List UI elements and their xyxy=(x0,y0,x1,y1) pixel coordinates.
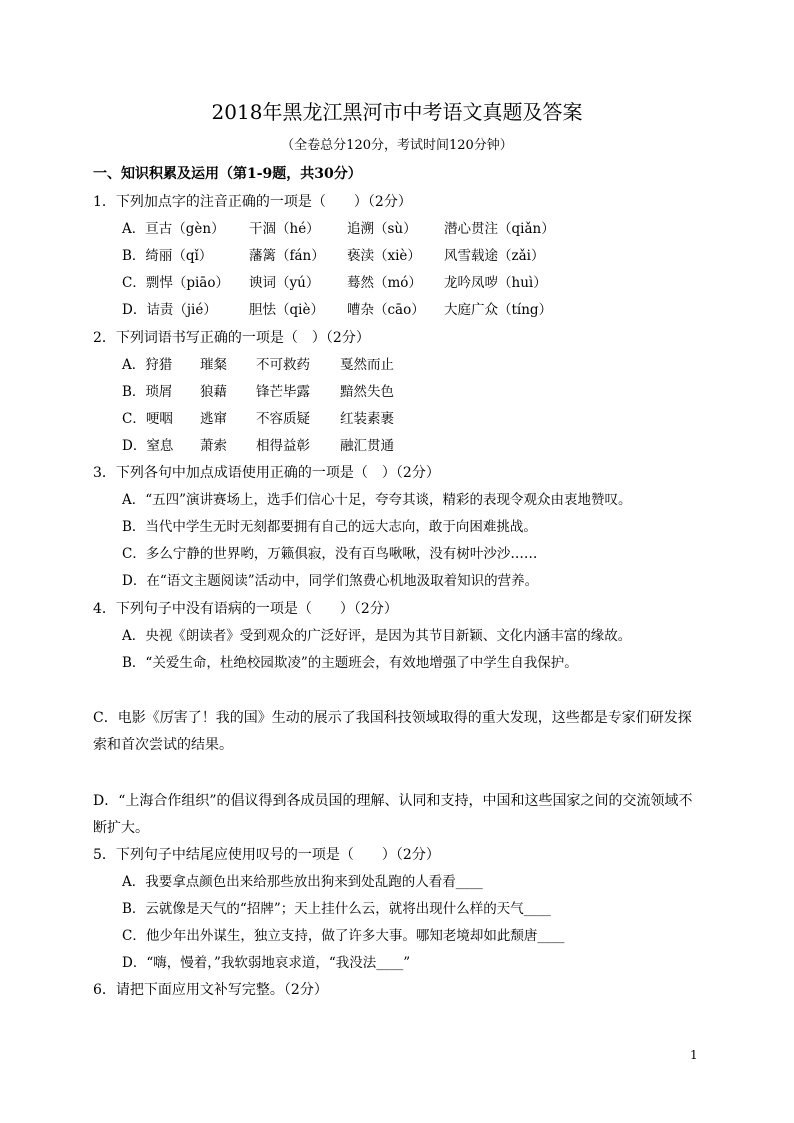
q3-option-c: C．多么宁静的世界哟，万籁俱寂，没有百鸟啾啾，没有树叶沙沙…… xyxy=(122,546,538,562)
q1-option-c-4: 龙吟凤哕（huì） xyxy=(444,275,547,291)
q2-option-d-3: 相得益彰 xyxy=(256,438,310,454)
q1-option-a-3: 追溯（sù） xyxy=(347,221,417,237)
q4-option-b: B．“关爱生命，杜绝校园欺凌”的主题班会，有效地增强了中学生自我保护。 xyxy=(122,655,578,671)
q2-option-a-2: 璀粲 xyxy=(200,357,227,373)
q2-option-d-1: D．窒息 xyxy=(122,438,174,454)
q5-option-b: B．云就像是天气的“招牌”；天上挂什么云，就将出现什么样的天气____ xyxy=(122,901,551,917)
question-4-stem: 4．下列句子中没有语病的一项是（ ）（2分） xyxy=(93,601,398,617)
question-1-stem: 1．下列加点字的注音正确的一项是（ ）（2分） xyxy=(93,194,412,210)
q3-option-a: A．“五四”演讲赛场上，选手们信心十足，夸夸其谈，精彩的表现令观众由衷地赞叹。 xyxy=(122,492,632,508)
q1-option-d-3: 嘈杂（cāo） xyxy=(347,302,425,318)
page-number: 1 xyxy=(690,1048,698,1062)
q3-option-d: D．在“语文主题阅读”活动中，同学们煞费心机地汲取着知识的营养。 xyxy=(122,573,539,589)
q1-option-b-2: 藩篱（fán） xyxy=(249,248,325,264)
q1-option-d-1: D．诘责（jié） xyxy=(122,302,217,318)
page-title: 2018年黑龙江黑河市中考语文真题及答案 xyxy=(211,100,583,124)
q1-option-d-4: 大庭广众（tíng） xyxy=(444,302,553,318)
q1-option-a-1: A．亘古（gèn） xyxy=(122,221,225,237)
q2-option-a-4: 戛然而止 xyxy=(340,357,394,373)
q1-option-c-1: C．剽悍（piāo） xyxy=(122,275,229,291)
q4-option-c: C．电影《厉害了！我的国》生动的展示了我国科技领域取得的重大发现，这些都是专家们研发探索和首次尝试的结果。 xyxy=(93,710,692,753)
question-3-stem: 3．下列各句中加点成语使用正确的一项是（ ）（2分） xyxy=(93,465,440,481)
q1-option-a-4: 潜心贯注（qiǎn） xyxy=(444,221,555,237)
q2-option-b-1: B．琐屑 xyxy=(122,384,173,400)
q5-option-c: C．他少年出外谋生，独立支持，做了许多大事。哪知老境却如此颓唐____ xyxy=(122,928,565,944)
q2-option-b-3: 锋芒毕露 xyxy=(256,384,310,400)
q1-option-c-3: 蓦然（mó） xyxy=(347,275,422,291)
q3-option-b: B．当代中学生无时无刻都要拥有自己的远大志向，敢于向困难挑战。 xyxy=(122,519,537,535)
q2-option-b-2: 狼藉 xyxy=(200,384,227,400)
q2-option-c-4: 红装素裹 xyxy=(340,411,394,427)
q4-option-d: D．“上海合作组织”的倡议得到各成员国的理解、认同和支持，中国和这些国家之间的交流领域不断扩大。 xyxy=(93,793,693,836)
question-5-stem: 5．下列句子中结尾应使用叹号的一项是（ ）（2分） xyxy=(93,847,440,863)
q2-option-c-2: 逃窜 xyxy=(200,411,227,427)
q2-option-a-1: A．狩猎 xyxy=(122,357,173,373)
q2-option-a-3: 不可救药 xyxy=(256,357,310,373)
q1-option-a-2: 干涸（hé） xyxy=(249,221,320,237)
q1-option-b-1: B．绮丽（qǐ） xyxy=(122,248,213,264)
q2-option-c-3: 不容质疑 xyxy=(256,411,310,427)
q1-option-c-2: 谀词（yú） xyxy=(249,275,320,291)
q5-option-a: A．我要拿点颜色出来给那些放出狗来到处乱跑的人看看____ xyxy=(122,874,483,890)
question-2-stem: 2．下列词语书写正确的一项是（ ）（2分） xyxy=(93,330,370,346)
q1-option-d-2: 胆怯（qiè） xyxy=(249,302,324,318)
q2-option-d-2: 萧索 xyxy=(200,438,227,454)
q2-option-b-4: 黯然失色 xyxy=(340,384,394,400)
q2-option-c-1: C．哽咽 xyxy=(122,411,173,427)
q5-option-d: D．“嗨，慢着，”我软弱地哀求道，“我没法____” xyxy=(122,955,411,971)
exam-info: （全卷总分120分，考试时间120分钟） xyxy=(281,138,513,153)
q1-option-b-4: 风雪载途（zǎi） xyxy=(444,248,545,264)
question-6-stem: 6．请把下面应用文补写完整。（2分） xyxy=(93,982,328,998)
q1-option-b-3: 亵渎（xiè） xyxy=(347,248,421,264)
section-heading: 一、知识积累及运用（第1-9题，共30分） xyxy=(93,166,362,182)
q2-option-d-4: 融汇贯通 xyxy=(340,438,394,454)
q4-option-a: A．央视《朗读者》受到观众的广泛好评，是因为其节目新颖、文化内涵丰富的缘故。 xyxy=(122,628,632,644)
